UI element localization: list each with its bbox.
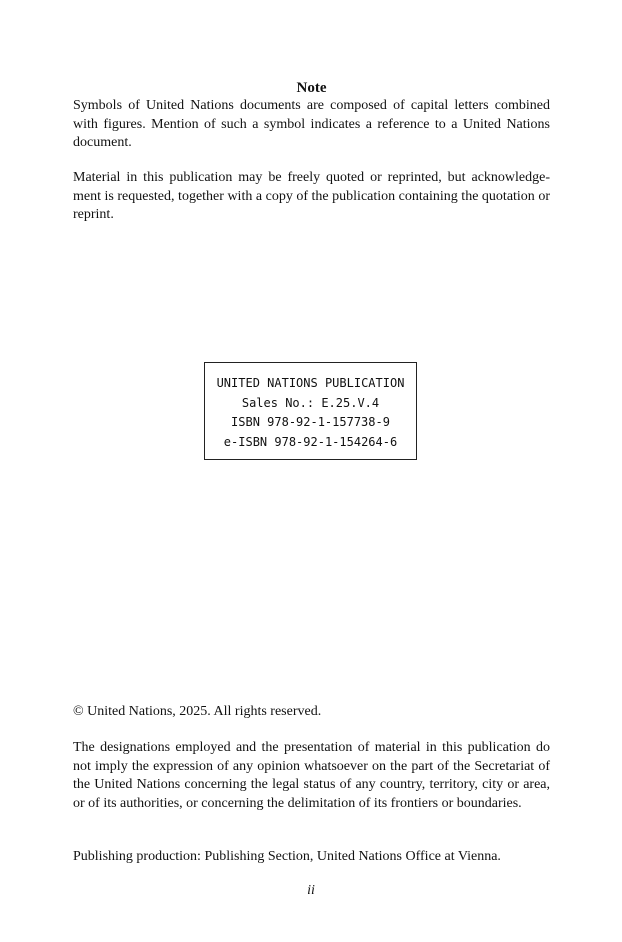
note-paragraph-quotation — [73, 169, 550, 225]
quotation-text: Material in this publication may be freely quoted or reprinted, but acknowledge-ment is requested, together with a copy of the publication containing the quotation or reprint. — [73, 170, 550, 222]
isbn: ISBN 978-92-1-157738-9 — [231, 415, 390, 429]
page-number: ii — [307, 883, 315, 898]
symbols-text: Symbols of United Nations documents are composed of capital letters combined with figures. Mention of such a symbol indicates a reference to a United Nations document. — [73, 98, 550, 150]
publication-info-box — [204, 362, 417, 460]
disclaimer-text: The designations employed and the presentation of material in this publication do not imply the expression of any opinion whatsoever on the part of the Secretariat of the United Nations concerning the legal status of any country, territory, city or area, or of its authorities, or concerning the delimitation of its frontiers or boundaries. — [73, 740, 550, 811]
production-credit — [73, 848, 550, 867]
publication-label: UNITED NATIONS PUBLICATION — [216, 376, 405, 390]
disclaimer-paragraph — [73, 739, 550, 813]
copyright-text: © United Nations, 2025. All rights reserved. — [73, 704, 322, 719]
note-heading: Note — [296, 80, 327, 96]
e-isbn: e-ISBN 978-92-1-154264-6 — [223, 434, 398, 449]
note-paragraph-symbols — [73, 97, 550, 153]
sales-number: Sales No.: E.25.V.4 — [241, 395, 380, 410]
production-text: Publishing production: Publishing Section, United Nations Office at Vienna. — [73, 849, 501, 864]
copyright-notice — [73, 703, 550, 722]
